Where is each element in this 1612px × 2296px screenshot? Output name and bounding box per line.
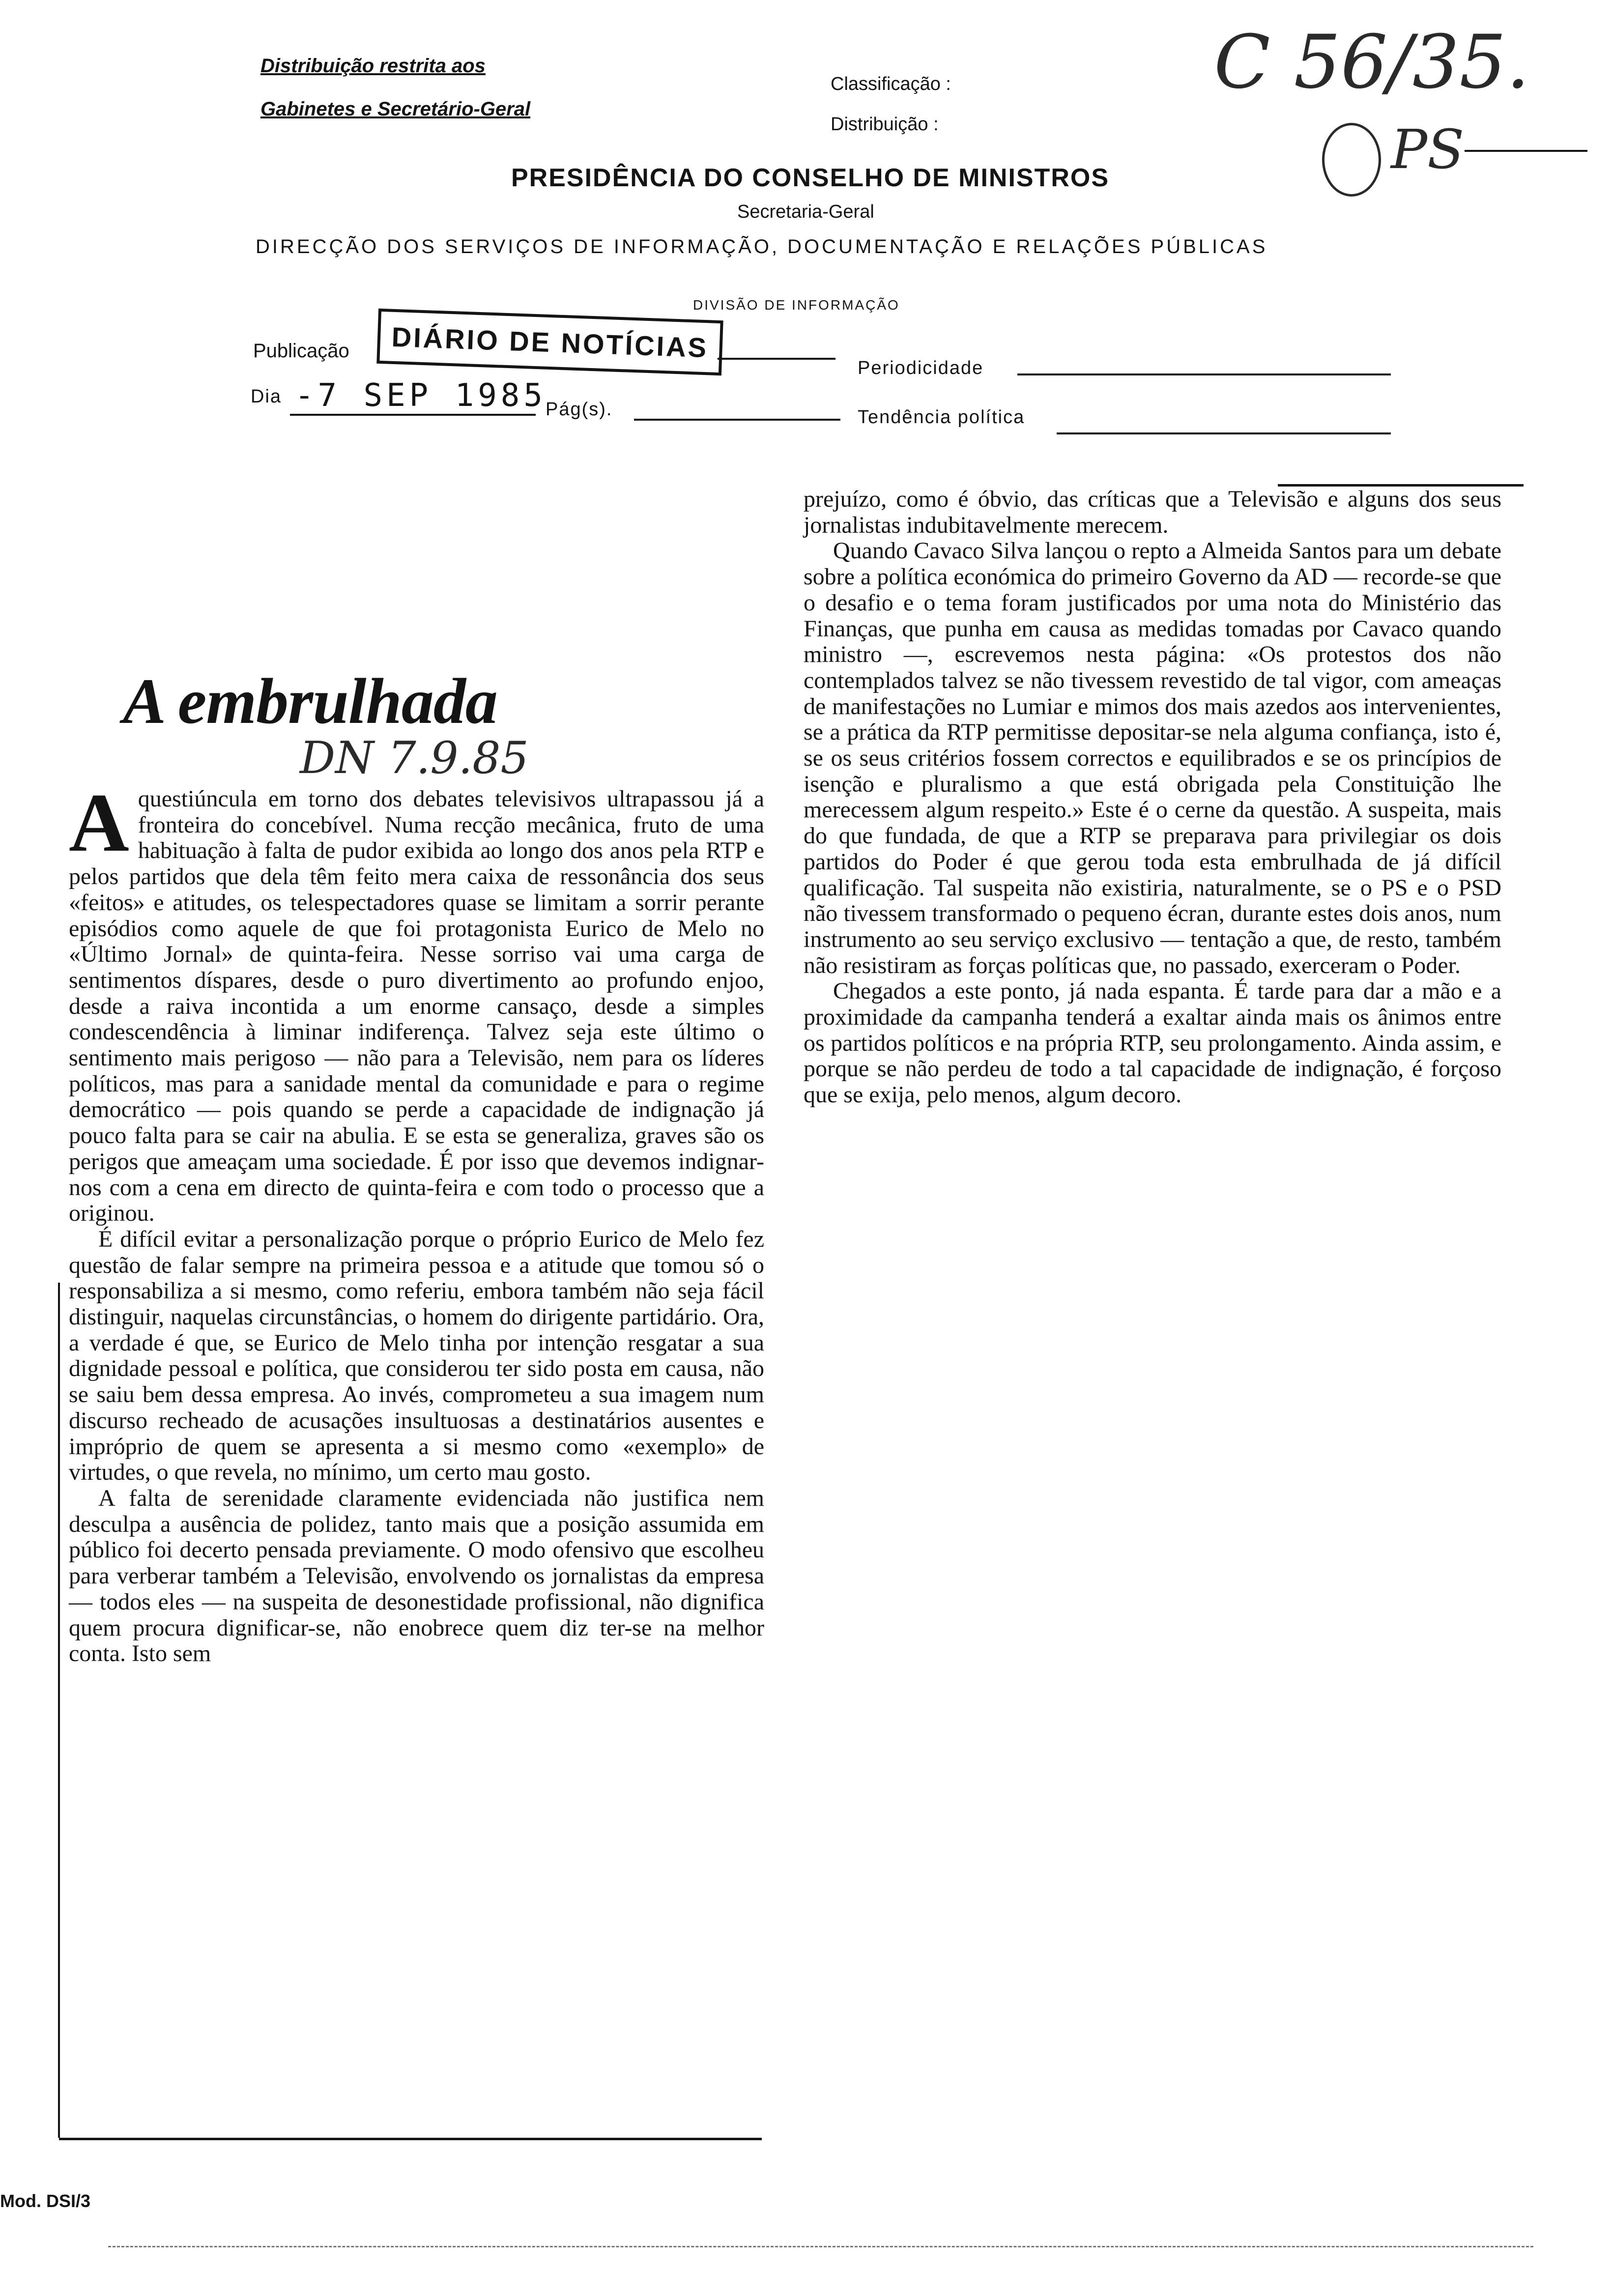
handwritten-code: C 56/35. [1214,20,1530,105]
political-tendency-label: Tendência política [858,407,1025,428]
handwritten-dash [1465,150,1587,152]
handwritten-ref: PS [1391,118,1465,181]
publication-stamp: DIÁRIO DE NOTÍCIAS [376,309,723,375]
presidency-title: PRESIDÊNCIA DO CONSELHO DE MINISTROS [511,164,1110,192]
distribution-restriction-line1: Distribuição restrita aos [260,55,486,77]
directorate-label: DIRECÇÃO DOS SERVIÇOS DE INFORMAÇÃO, DOCUMENTAÇÃO E RELAÇÕES PÚBLICAS [256,236,1268,258]
publication-underline [718,358,835,360]
left-column-side-rule [58,1283,60,2138]
scan-noise-band [108,2246,1533,2252]
article-paragraph: A falta de serenidade claramente evidenciada não justifica nem desculpa a ausência de polidez, tanto mais que a posição assumida em público foi decerto pensada previamente. O modo ofensivo que escolheu para verberar também a Televisão, envolvendo os jornalistas da empresa — todos eles — na suspeita de desonestidade profissional, não dignifica quem procura dignificar-se, não enobrece quem diz ter-se na melhor conta. Isto sem [69,1485,764,1667]
distribution-label: Distribuição : [831,114,939,135]
division-label: DIVISÃO DE INFORMAÇÃO [693,297,900,313]
distribution-restriction-line2: Gabinetes e Secretário-Geral [260,98,531,120]
pages-line [634,419,840,421]
pages-label: Pág(s). [546,399,613,420]
article-title: A embrulhada [123,665,497,737]
periodicity-line [1017,373,1391,375]
day-underline [290,414,536,416]
article-paragraph: É difícil evitar a personalização porque o próprio Eurico de Melo fez questão de falar sempre na primeira pessoa e a atitude que tomou só o responsabiliza a si mesmo, como referiu, embora também não seja fácil distinguir, naquelas circunstâncias, o homem do dirigente partidário. Ora, a verdade é que, se Eurico de Melo tinha por intenção resgatar a sua dignidade pessoal e política, que considerou ter sido posta em causa, não se saiu bem dessa empresa. Ao invés, comprometeu a sua imagem num discurso recheado de acusações insultuosas a destinatários ausentes e impróprio de quem se apresenta a si mesmo como «exemplo» de virtudes, o que revela, no mínimo, um certo mau gosto. [69,1226,764,1486]
handwritten-date: DN 7.9.85 [300,732,529,784]
left-column-bottom-rule [59,2138,762,2140]
handwritten-circle [1322,123,1381,197]
article-paragraph: Quando Cavaco Silva lançou o repto a Almeida Santos para um debate sobre a política económica do primeiro Governo da AD — recorde-se que o desafio e o tema foram justificados por uma nota do Ministério das Finanças, que punha em causa as medidas tomadas por Cavaco quando ministro —, escrevemos nesta página: «Os protestos dos não contemplados talvez se não tivessem revestido de tal vigor, com ameaças de manifestações no Lumiar e mimos dos mais azedos aos intervenientes, se a prática da RTP permitisse depositar-se nela alguma confiança, isto é, se os seus critérios fossem correctos e equilibrados e se os princípios de isenção e pluralismo a que está obrigada pela Constituição lhe merecessem algum respeito.» Este é o cerne da questão. A suspeita, mais do que fundada, de que a RTP se preparava para privilegiar os dois partidos do Poder é que gerou toda esta embrulhada de já difícil qualificação. Tal suspeita não existiria, naturalmente, se o PS e o PSD não tivessem transformado o pequeno écran, durante estes dois anos, num instrumento ao seu serviço exclusivo — tentação a que, de resto, também não resistiram as forças políticas que, no passado, exerceram o Poder. [804,538,1501,978]
article-right-column [804,487,1501,1108]
form-code: Mod. DSI/3 [0,2191,91,2211]
publication-label: Publicação [253,340,349,362]
article-paragraph [69,776,764,1227]
article-paragraph: prejuízo, como é óbvio, das críticas que a Televisão e alguns dos seus jornalistas indubitavelmente merecem. [804,486,1501,538]
secretariat-label: Secretaria-Geral [737,201,874,222]
classification-label: Classificação : [831,74,951,94]
day-label: Dia [251,386,282,407]
article-paragraph-text: questiúncula em torno dos debates televisivos ultrapassou já a fronteira do concebível. Numa recção mecânica, fruto de uma habituação à falta de pudor exibida ao longo dos anos pela RTP e pelos partidos que dela têm feito mera caixa de ressonância dos seus «feitos» e atitudes, os telespectadores quase se limitam a sorrir perante episódios como aquele de que foi protagonista Eurico de Melo no «Último Jornal» de quinta-feira. Nesse sorriso vai uma carga de sentimentos díspares, desde o puro divertimento ao profundo enjoo, desde a raiva incontida a um enorme cansaço, desde a simples condescendência à liminar indiferença. Talvez seja este último o sentimento mais perigoso — não para a Televisão, nem para os líderes políticos, mas para a sanidade mental da comunidade e para o regime democrático — pois quando se perde a capacidade de indignação já pouco falta para se cair na abulia. E se esta se generaliza, graves são os perigos que ameaçam uma sociedade. É por isso que devemos indignar-nos com a cena em directo de quinta-feira e com todo o processo que a originou. [69,786,764,1227]
political-tendency-line [1057,432,1391,434]
article-left-column [69,776,764,1667]
article-paragraph: Chegados a este ponto, já nada espanta. É tarde para dar a mão e a proximidade da campanha tenderá a exaltar ainda mais os ânimos entre os partidos políticos e na própria RTP, seu prolongamento. Ainda assim, e porque se não perdeu de todo a tal capacidade de indignação, é forçoso que se exija, pelo menos, algum decoro. [804,978,1501,1108]
day-value: -7 SEP 1985 [295,377,547,414]
periodicity-label: Periodicidade [858,358,984,378]
article-dropcap: A [69,776,129,869]
